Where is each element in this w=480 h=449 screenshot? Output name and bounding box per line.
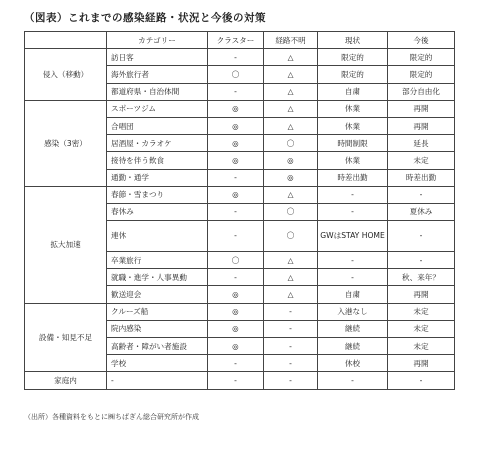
value-cell: 再開 [388,355,455,372]
value-cell: 継続 [318,320,388,337]
value-cell: - [388,252,455,269]
value-cell: 自粛 [318,286,388,303]
value-cell: - [388,186,455,203]
value-cell: 未定 [388,152,455,169]
value-cell: GWはSTAY HOME [318,221,388,252]
header-cell: 現状 [318,32,388,49]
value-cell: 休業 [318,152,388,169]
value-cell: △ [264,117,318,134]
group-label: 侵入（移動） [25,49,107,101]
value-cell: 入港なし [318,303,388,320]
value-cell: 自粛 [318,83,388,100]
category-cell: 春休み [107,203,208,220]
value-cell: 時差出勤 [318,169,388,186]
category-cell: 居酒屋・カラオケ [107,135,208,152]
value-cell: - [264,303,318,320]
value-cell: - [264,320,318,337]
category-cell: 合唱団 [107,117,208,134]
value-cell: 再開 [388,100,455,117]
value-cell: 休校 [318,355,388,372]
value-cell: 〇 [264,221,318,252]
category-cell: 連休 [107,221,208,252]
value-cell: 秋、来年？ [388,269,455,286]
category-cell: スポーツジム [107,100,208,117]
value-cell: △ [264,252,318,269]
category-cell: クルーズ船 [107,303,208,320]
table-row [25,49,455,66]
value-cell: 〇 [264,135,318,152]
value-cell: - [208,355,264,372]
value-cell: △ [264,286,318,303]
category-cell: 就職・進学・人事異動 [107,269,208,286]
table-body [25,49,455,389]
value-cell: △ [264,49,318,66]
value-cell: - [318,269,388,286]
value-cell: - [264,355,318,372]
value-cell: ◎ [208,152,264,169]
category-cell: 海外旅行者 [107,66,208,83]
value-cell: ◎ [208,100,264,117]
value-cell: 再開 [388,286,455,303]
category-cell: 院内感染 [107,320,208,337]
value-cell: 限定的 [388,66,455,83]
value-cell: 限定的 [318,66,388,83]
value-cell: 〇 [208,66,264,83]
value-cell: ◎ [208,320,264,337]
group-label: 家庭内 [25,372,107,389]
value-cell: 未定 [388,320,455,337]
group-label: 設備・知見不足 [25,303,107,372]
value-cell: - [208,83,264,100]
value-cell: - [318,203,388,220]
category-cell: 高齢者・障がい者施設 [107,338,208,355]
value-cell: - [208,203,264,220]
value-cell: 未定 [388,303,455,320]
value-cell: - [318,372,388,389]
value-cell: ◎ [264,152,318,169]
value-cell: ◎ [208,286,264,303]
value-cell: ◎ [208,303,264,320]
value-cell: ◎ [208,117,264,134]
value-cell: 時差出勤 [388,169,455,186]
value-cell: - [208,221,264,252]
value-cell: 未定 [388,338,455,355]
value-cell: - [318,252,388,269]
value-cell: 限定的 [388,49,455,66]
value-cell: △ [264,186,318,203]
category-cell: 学校 [107,355,208,372]
value-cell: 部分自由化 [388,83,455,100]
category-cell: 歓送迎会 [107,286,208,303]
value-cell: △ [264,100,318,117]
header-cell: 経路不明 [264,32,318,49]
value-cell: ◎ [208,135,264,152]
header-row [25,32,455,49]
category-cell: 都道府県・自治体間 [107,83,208,100]
category-cell: 卒業旅行 [107,252,208,269]
value-cell: △ [264,83,318,100]
value-cell: 限定的 [318,49,388,66]
table-row [25,372,455,389]
group-label: 拡大加速 [25,186,107,303]
value-cell: 延長 [388,135,455,152]
value-cell: △ [264,66,318,83]
value-cell: △ [264,269,318,286]
category-cell: 接待を伴う飲食 [107,152,208,169]
table-row [25,100,455,117]
value-cell: 〇 [208,252,264,269]
table-row [25,186,455,203]
value-cell: 休業 [318,100,388,117]
source-note: （出所）各種資料をもとに㈱ちばぎん総合研究所が作成 [24,413,199,421]
value-cell: 継続 [318,338,388,355]
value-cell: - [208,49,264,66]
category-cell: 通勤・通学 [107,169,208,186]
header-cell: カテゴリー [107,32,208,49]
value-cell: 〇 [264,203,318,220]
value-cell: 休業 [318,117,388,134]
table-row [25,303,455,320]
page-title: （図表）これまでの感染経路・状況と今後の対策 [24,12,266,24]
value-cell: - [264,338,318,355]
category-cell: 春節・雪まつり [107,186,208,203]
value-cell: ◎ [208,186,264,203]
category-cell: 訪日客 [107,49,208,66]
header-cell [25,32,107,49]
value-cell: - [264,372,318,389]
value-cell: - [388,372,455,389]
value-cell: - [208,269,264,286]
value-cell: 時間制限 [318,135,388,152]
group-label: 感染（3密） [25,100,107,186]
measures-table [24,31,455,390]
value-cell: - [208,372,264,389]
value-cell: 夏休み [388,203,455,220]
value-cell: - [318,186,388,203]
category-cell: - [107,372,208,389]
value-cell: ◎ [208,338,264,355]
value-cell: ◎ [264,169,318,186]
header-cell: クラスター [208,32,264,49]
value-cell: - [388,221,455,252]
value-cell: 再開 [388,117,455,134]
header-cell: 今後 [388,32,455,49]
value-cell: - [208,169,264,186]
